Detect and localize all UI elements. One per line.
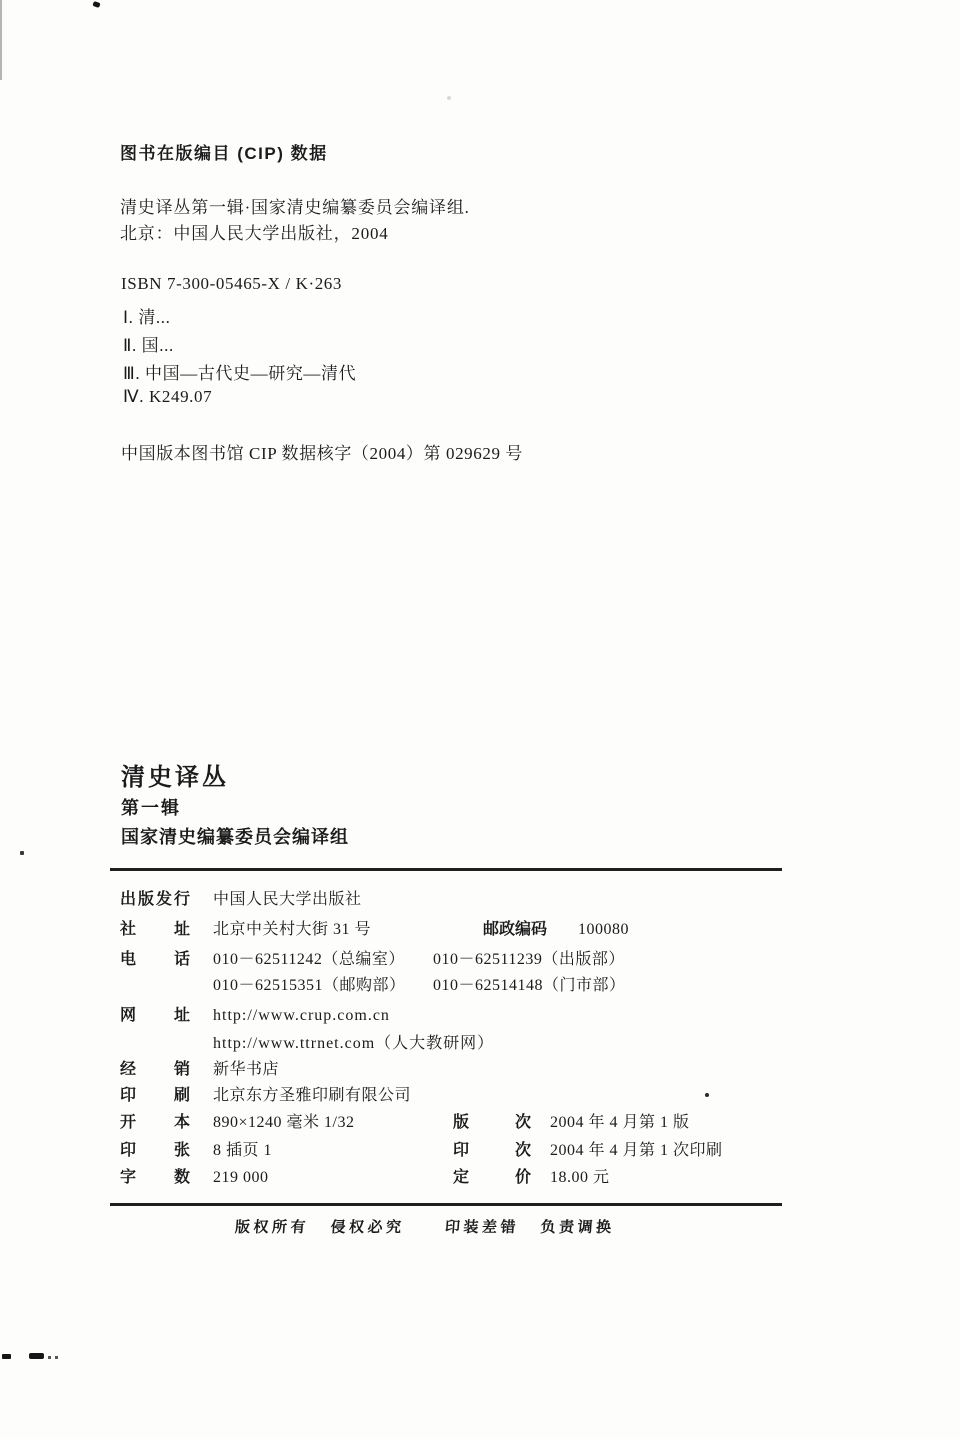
series-editor: 国家清史编纂委员会编译组 bbox=[121, 827, 349, 847]
row-value: 北京东方圣雅印刷有限公司 bbox=[213, 1087, 412, 1104]
catalog-item: Ⅲ. 中国—古代史—研究—清代 bbox=[123, 364, 357, 383]
scan-speck bbox=[20, 851, 24, 855]
scan-mark bbox=[29, 1353, 44, 1359]
row-value: 北京中关村大街 31 号 bbox=[213, 921, 372, 938]
row-value: 010－62511242（总编室） bbox=[213, 951, 405, 968]
catalog-item: Ⅱ. 国... bbox=[123, 336, 174, 355]
isbn-line: ISBN 7-300-05465-X / K·263 bbox=[121, 274, 343, 293]
row-value: http://www.crup.com.cn bbox=[213, 1007, 390, 1024]
row-value: 219 000 bbox=[213, 1169, 269, 1186]
row-label: 印刷 bbox=[120, 1087, 190, 1104]
table-row bbox=[120, 1167, 610, 1189]
scan-mark bbox=[2, 1354, 11, 1359]
table-row bbox=[120, 949, 625, 971]
scan-speck bbox=[92, 1, 100, 8]
row-label: 定价 bbox=[453, 1169, 531, 1186]
row-value: 100080 bbox=[578, 921, 629, 938]
scan-speck bbox=[55, 1356, 58, 1359]
scan-edge-line bbox=[0, 0, 2, 80]
row-value: 2004 年 4 月第 1 次印刷 bbox=[550, 1142, 723, 1159]
series-volume: 第一辑 bbox=[121, 798, 181, 818]
copyright-notice bbox=[234, 1216, 405, 1237]
cip-entry-line: 北京：中国人民大学出版社，2004 bbox=[120, 224, 389, 243]
scan-speck bbox=[48, 1356, 51, 1359]
notice-word: 版权所有 bbox=[234, 1219, 310, 1236]
series-title: 清史译丛 bbox=[121, 764, 229, 791]
table-row bbox=[120, 919, 629, 941]
row-label: 版次 bbox=[453, 1114, 531, 1131]
row-label: 印次 bbox=[453, 1142, 531, 1159]
cip-entry-line: 清史译丛第一辑·国家清史编纂委员会编译组. bbox=[120, 198, 470, 217]
row-label: 社址 bbox=[120, 921, 190, 938]
row-label: 字数 bbox=[120, 1169, 190, 1186]
row-label: 出版发行 bbox=[120, 891, 190, 908]
misprint-notice bbox=[444, 1216, 615, 1237]
row-label: 网址 bbox=[120, 1007, 190, 1024]
table-row bbox=[120, 1005, 390, 1027]
cip-record-number: 中国版本图书馆 CIP 数据核字（2004）第 029629 号 bbox=[121, 444, 524, 463]
row-value: 8 插页 1 bbox=[213, 1142, 273, 1159]
row-value: 010－62514148（门市部） bbox=[433, 977, 626, 994]
table-row bbox=[120, 1059, 280, 1081]
notice-word: 侵权必究 bbox=[330, 1219, 406, 1236]
table-row bbox=[120, 1033, 495, 1055]
row-value: http://www.ttrnet.com（人大教研网） bbox=[213, 1035, 495, 1052]
row-value: 2004 年 4 月第 1 版 bbox=[550, 1114, 690, 1131]
notice-word: 印装差错 bbox=[444, 1219, 520, 1236]
table-row bbox=[120, 975, 626, 997]
row-label: 邮政编码 bbox=[483, 921, 548, 938]
table-row bbox=[120, 889, 362, 911]
catalog-item: Ⅳ. K249.07 bbox=[123, 387, 213, 406]
table-row bbox=[120, 1085, 412, 1107]
cip-header: 图书在版编目 (CIP) 数据 bbox=[120, 144, 328, 163]
row-value: 010－62515351（邮购部） bbox=[213, 977, 406, 994]
row-label: 印张 bbox=[120, 1142, 190, 1159]
scan-speck bbox=[705, 1093, 709, 1097]
row-label: 电话 bbox=[120, 951, 190, 968]
row-value: 18.00 元 bbox=[550, 1169, 610, 1186]
row-value: 890×1240 毫米 1/32 bbox=[213, 1114, 355, 1131]
table-row bbox=[120, 1140, 723, 1162]
notice-word: 负责调换 bbox=[540, 1219, 616, 1236]
table-row bbox=[120, 1112, 690, 1134]
scan-speck bbox=[447, 96, 451, 100]
row-value: 010－62511239（出版部） bbox=[433, 951, 625, 968]
row-label: 开本 bbox=[120, 1114, 190, 1131]
row-value: 新华书店 bbox=[213, 1061, 280, 1078]
divider-line-top bbox=[110, 868, 782, 871]
row-label: 经销 bbox=[120, 1061, 190, 1078]
divider-line-bottom bbox=[110, 1203, 782, 1206]
catalog-item: Ⅰ. 清... bbox=[123, 308, 171, 327]
row-value: 中国人民大学出版社 bbox=[213, 891, 362, 908]
